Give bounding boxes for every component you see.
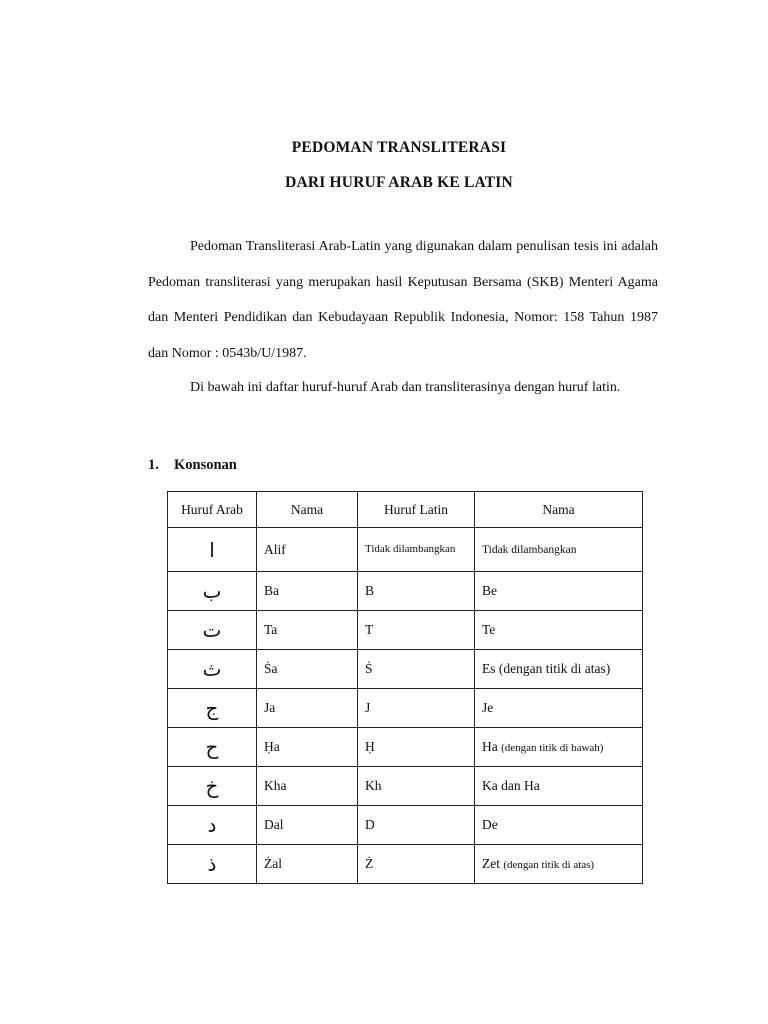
header-nama-latin: Nama [475, 492, 643, 528]
cell-latin: Ż [358, 845, 475, 884]
cell-arab-letter: ح [168, 728, 257, 767]
table-header-row [168, 492, 643, 528]
document-title-line-1: PEDOMAN TRANSLITERASI [291, 139, 507, 156]
cell-latin: Tidak dilambangkan [358, 528, 475, 572]
section-number: 1. [148, 457, 159, 473]
cell-arab-letter: ت [168, 611, 257, 650]
header-huruf-arab: Huruf Arab [168, 492, 257, 528]
list-intro-paragraph-text: Di bawah ini daftar huruf-huruf Arab dan transliterasinya dengan huruf latin. [190, 380, 621, 395]
table-row [168, 806, 643, 845]
cell-arab-letter: ج [168, 689, 257, 728]
cell-desc: Be [475, 572, 643, 611]
table-row [168, 528, 643, 572]
cell-desc-note: (dengan titik di bawah) [501, 742, 604, 754]
cell-desc: Te [475, 611, 643, 650]
table-row [168, 572, 643, 611]
cell-latin: Ṡ [358, 650, 475, 689]
document-title-line-2: DARI HURUF ARAB KE LATIN [285, 174, 513, 191]
table-row [168, 728, 643, 767]
cell-latin: D [358, 806, 475, 845]
cell-arab-letter: ث [168, 650, 257, 689]
cell-latin: T [358, 611, 475, 650]
cell-desc: Tidak dilambangkan [475, 528, 643, 572]
table-row [168, 650, 643, 689]
cell-latin: Ḥ [358, 728, 475, 767]
header-nama: Nama [257, 492, 358, 528]
cell-desc: Ka dan Ha [475, 767, 643, 806]
cell-nama: Dal [257, 806, 358, 845]
intro-paragraph-text: Pedoman Transliterasi Arab-Latin yang digunakan dalam penulisan tesis ini adalah Pedoman transliterasi yang merupakan hasil Keputusan Bersama (SKB) Menteri Agama dan Menteri Pendidikan dan Kebudayaan Republik Indonesia, Nomor: 158 Tahun 1987 dan Nomor : 0543b/U/1987. [148, 239, 658, 361]
cell-nama: Ta [257, 611, 358, 650]
table-row [168, 845, 643, 884]
cell-arab-letter: د [168, 806, 257, 845]
cell-latin: Kh [358, 767, 475, 806]
table-row [168, 611, 643, 650]
cell-latin: B [358, 572, 475, 611]
cell-nama: Alif [257, 528, 358, 572]
cell-desc: De [475, 806, 643, 845]
cell-nama: Żal [257, 845, 358, 884]
intro-paragraph [148, 229, 658, 371]
consonant-table [167, 491, 643, 884]
cell-arab-letter: ا [168, 528, 257, 572]
cell-arab-letter: ب [168, 572, 257, 611]
section-heading [148, 457, 237, 474]
cell-arab-letter: ذ [168, 845, 257, 884]
cell-latin: J [358, 689, 475, 728]
header-huruf-latin: Huruf Latin [358, 492, 475, 528]
cell-nama: Ja [257, 689, 358, 728]
cell-arab-letter: خ [168, 767, 257, 806]
section-title: Konsonan [174, 457, 237, 473]
cell-nama: Ḥa [257, 728, 358, 767]
cell-desc [475, 728, 643, 767]
cell-nama: Ba [257, 572, 358, 611]
list-intro-paragraph [148, 370, 658, 406]
table-row [168, 689, 643, 728]
cell-desc-note: (dengan titik di atas) [503, 859, 595, 871]
cell-nama: Kha [257, 767, 358, 806]
cell-desc [475, 845, 643, 884]
table-row [168, 767, 643, 806]
cell-desc: Es (dengan titik di atas) [475, 650, 643, 689]
cell-desc-main: Zet [482, 856, 500, 871]
cell-desc-main: Ha [482, 739, 498, 754]
cell-nama: Ṡa [257, 650, 358, 689]
cell-desc: Je [475, 689, 643, 728]
